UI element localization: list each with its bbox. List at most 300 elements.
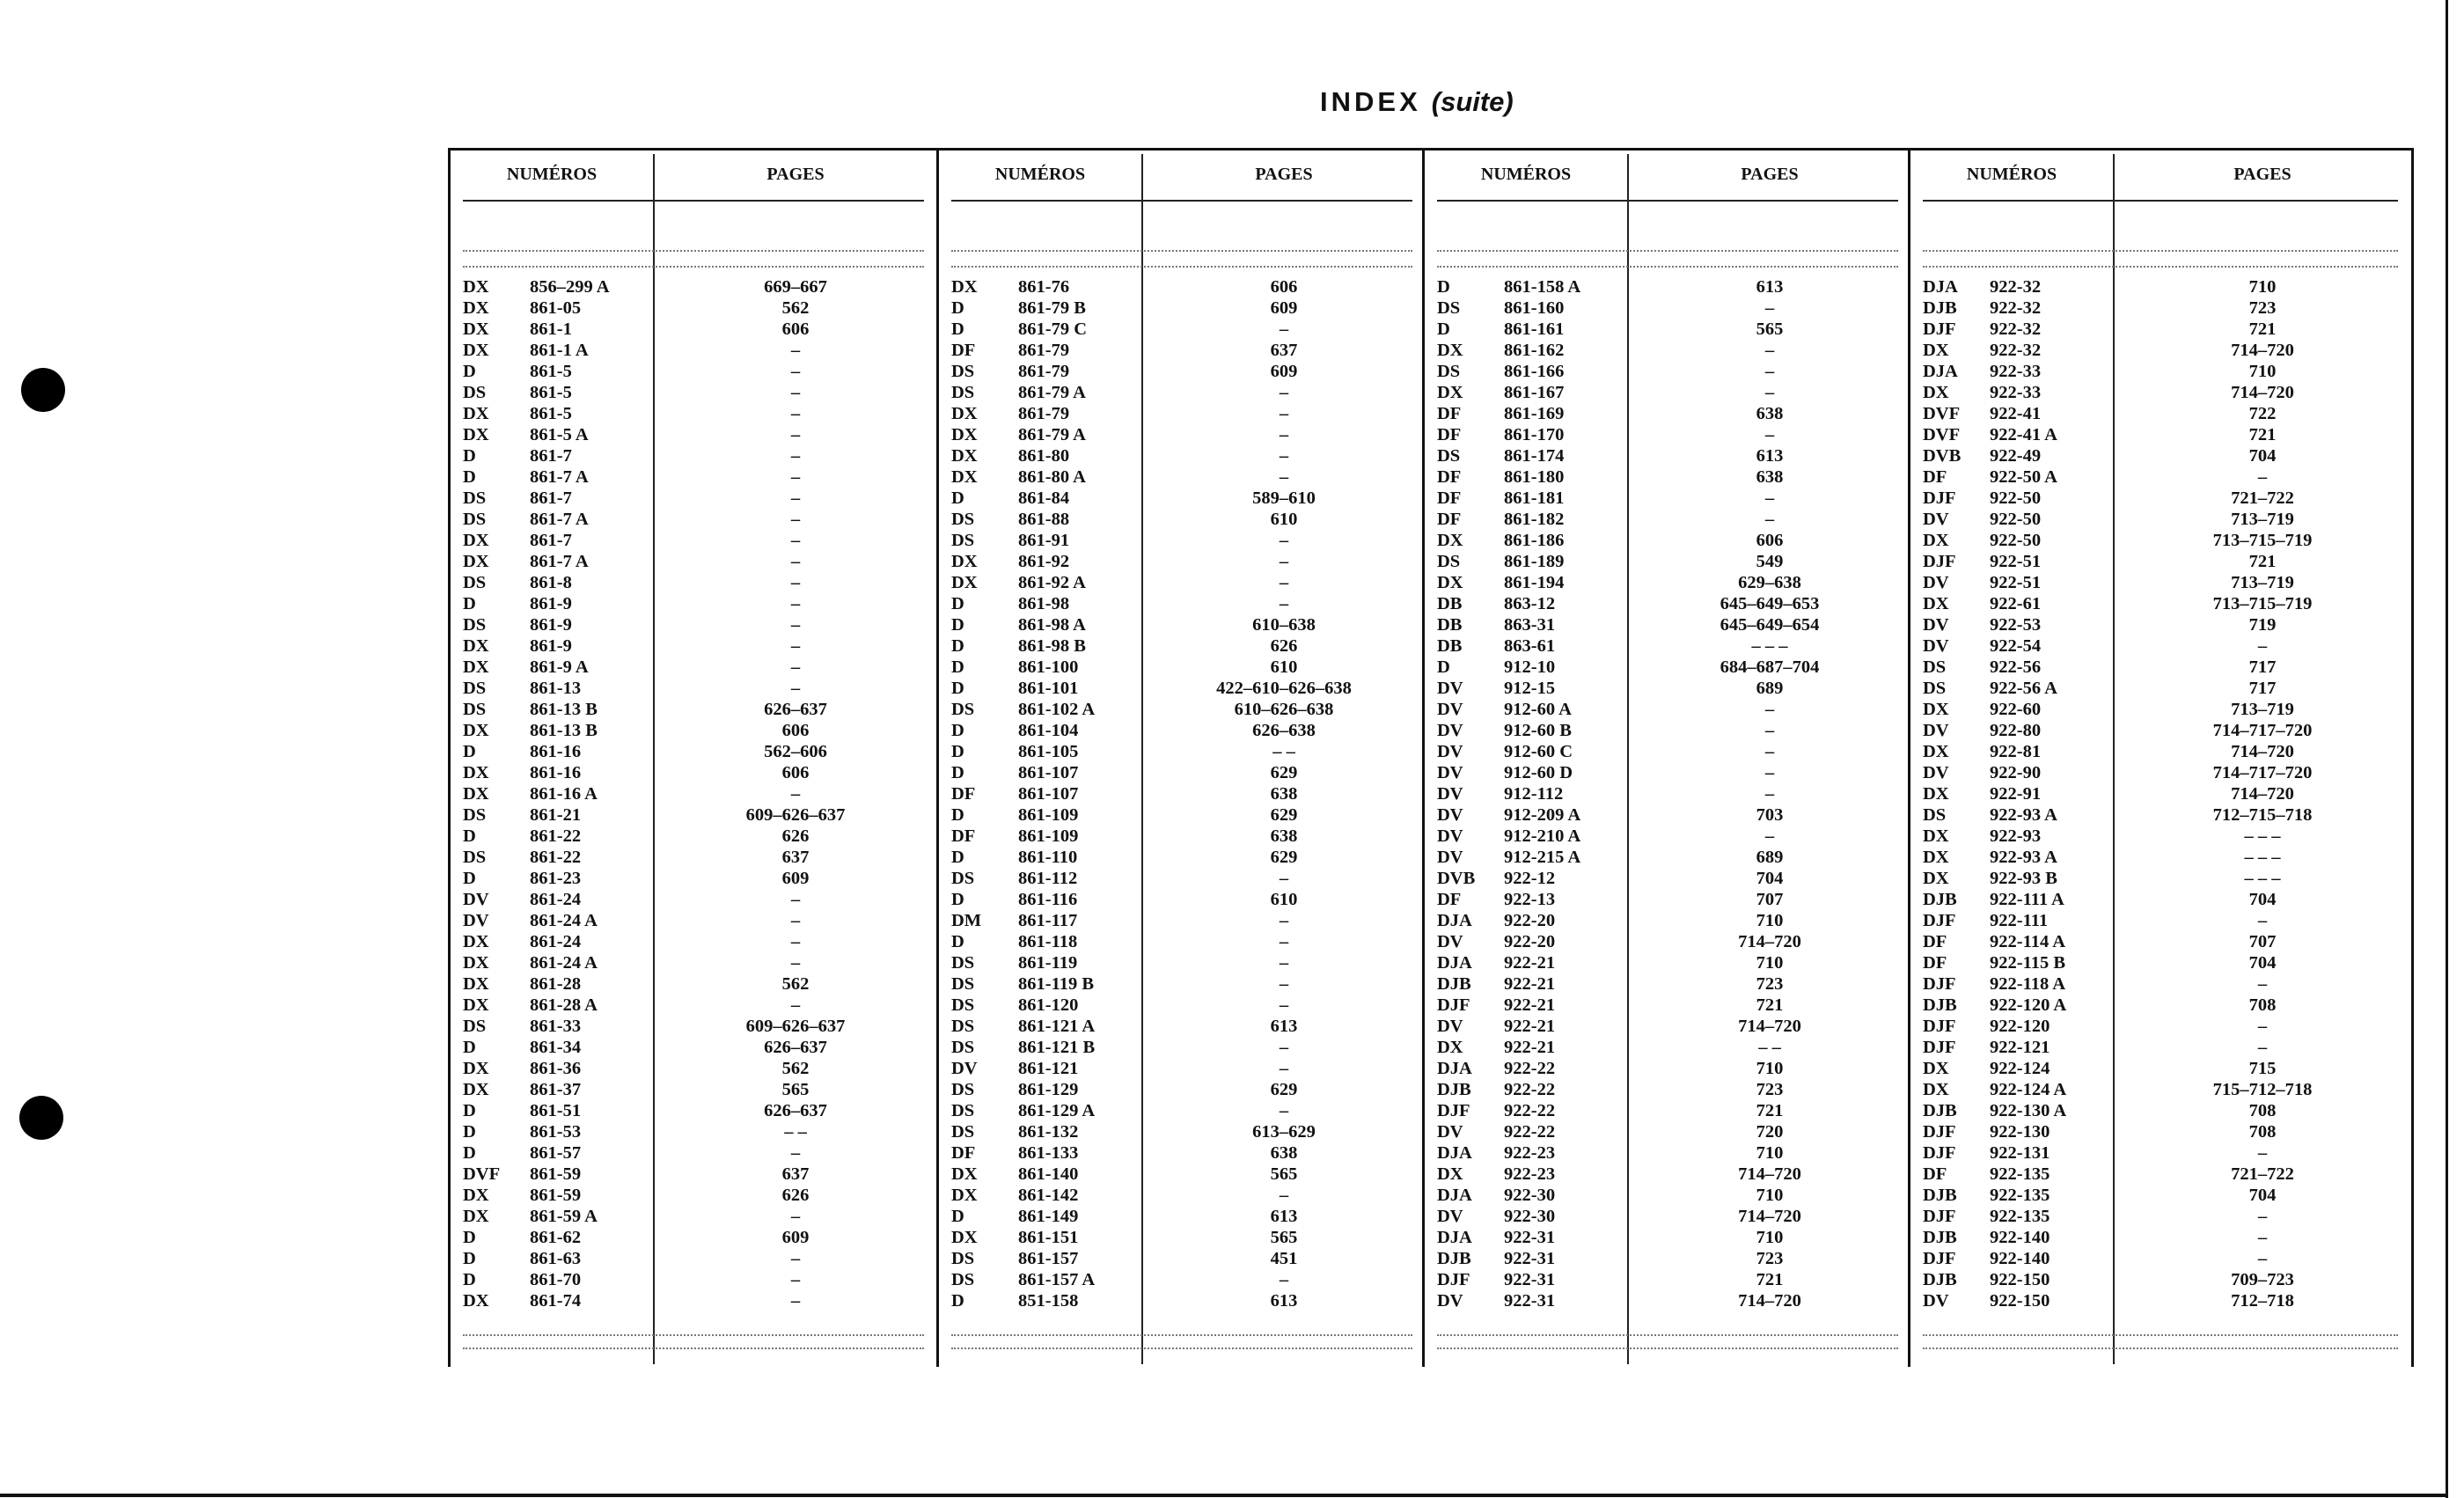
row-number: 861-110 bbox=[1018, 848, 1078, 867]
index-row bbox=[1425, 340, 1910, 361]
row-prefix: DJB bbox=[1923, 1186, 1957, 1205]
index-row bbox=[939, 445, 1425, 466]
row-number: 922-12 bbox=[1504, 869, 1556, 888]
row-number: 861-149 bbox=[1018, 1207, 1079, 1226]
index-block-4 bbox=[1908, 151, 2410, 1367]
row-prefix: D bbox=[463, 1270, 476, 1289]
row-pages: 610 bbox=[1270, 510, 1298, 529]
row-number: 922-31 bbox=[1504, 1228, 1556, 1247]
block-header bbox=[1425, 151, 1910, 202]
row-prefix: DX bbox=[951, 425, 978, 444]
row-pages: 713–715–719 bbox=[2212, 594, 2313, 613]
header-pages: PAGES bbox=[2233, 165, 2292, 184]
row-number: 861-21 bbox=[530, 805, 582, 825]
row-pages: – bbox=[790, 911, 801, 930]
row-number: 861-98 bbox=[1018, 594, 1070, 613]
index-row bbox=[1910, 1079, 2410, 1100]
row-number: 922-50 bbox=[1990, 510, 2042, 529]
index-row bbox=[451, 952, 936, 973]
index-row bbox=[1910, 995, 2410, 1016]
row-prefix: DJB bbox=[1923, 1270, 1957, 1289]
row-prefix: DV bbox=[1437, 784, 1463, 804]
row-pages: 609 bbox=[1270, 298, 1298, 318]
row-pages: 723 bbox=[1756, 974, 1784, 994]
row-pages: – bbox=[2257, 1143, 2268, 1163]
row-number: 861-79 B bbox=[1018, 298, 1086, 318]
row-prefix: DX bbox=[1923, 742, 1949, 761]
row-prefix: DX bbox=[463, 404, 489, 423]
row-pages: 609 bbox=[781, 1228, 810, 1247]
row-number: 861-91 bbox=[1018, 531, 1070, 550]
index-row bbox=[1910, 868, 2410, 889]
row-pages: – bbox=[790, 1143, 801, 1163]
row-prefix: D bbox=[463, 1143, 476, 1163]
row-pages: 704 bbox=[1756, 869, 1784, 888]
index-row bbox=[939, 952, 1425, 973]
index-row bbox=[1910, 889, 2410, 910]
row-prefix: D bbox=[463, 1038, 476, 1057]
index-row bbox=[1910, 952, 2410, 973]
row-number: 861-80 A bbox=[1018, 467, 1086, 487]
row-pages: – bbox=[790, 531, 801, 550]
index-row bbox=[1910, 741, 2410, 762]
index-row bbox=[1425, 635, 1910, 657]
index-row bbox=[451, 1227, 936, 1248]
row-number: 861-5 bbox=[530, 383, 572, 402]
index-row bbox=[451, 720, 936, 741]
index-row bbox=[939, 340, 1425, 361]
row-prefix: DV bbox=[1923, 763, 1949, 782]
index-row bbox=[1910, 466, 2410, 488]
index-row bbox=[1910, 678, 2410, 699]
index-row bbox=[1910, 1206, 2410, 1227]
row-prefix: D bbox=[951, 721, 964, 740]
index-row bbox=[1425, 297, 1910, 319]
row-prefix: DS bbox=[463, 805, 487, 825]
row-pages: – – – bbox=[2244, 869, 2281, 888]
index-row bbox=[451, 910, 936, 931]
row-number: 861-121 bbox=[1018, 1059, 1079, 1078]
row-prefix: DS bbox=[951, 1038, 975, 1057]
index-row bbox=[451, 741, 936, 762]
page-edge-bottom bbox=[0, 1494, 2448, 1497]
row-number: 922-22 bbox=[1504, 1101, 1556, 1120]
row-number: 912-210 A bbox=[1504, 826, 1581, 846]
index-row bbox=[1425, 1100, 1910, 1121]
row-pages: 684–687–704 bbox=[1720, 657, 1820, 677]
dotted-rule-bottom-1 bbox=[463, 1334, 924, 1336]
row-prefix: DX bbox=[463, 425, 489, 444]
row-pages: 708 bbox=[2248, 995, 2277, 1015]
row-pages: – bbox=[1764, 425, 1775, 444]
row-prefix: DS bbox=[951, 510, 975, 529]
row-pages: – – – bbox=[1751, 636, 1788, 656]
row-prefix: DV bbox=[1923, 636, 1949, 656]
row-pages: 708 bbox=[2248, 1101, 2277, 1120]
row-pages: 613 bbox=[1270, 1291, 1298, 1311]
row-prefix: D bbox=[463, 1101, 476, 1120]
row-pages: 606 bbox=[781, 763, 810, 782]
row-number: 922-140 bbox=[1990, 1249, 2050, 1268]
index-row bbox=[451, 847, 936, 868]
row-pages: 710 bbox=[1756, 1186, 1784, 1205]
row-pages: 626 bbox=[781, 826, 810, 846]
row-prefix: D bbox=[1437, 657, 1450, 677]
index-row bbox=[1425, 1164, 1910, 1185]
row-prefix: DJB bbox=[1923, 298, 1957, 318]
row-number: 861-9 A bbox=[530, 657, 589, 677]
row-pages: – bbox=[1764, 488, 1775, 508]
row-prefix: D bbox=[951, 319, 964, 339]
row-pages: 565 bbox=[781, 1080, 810, 1099]
row-number: 861-59 bbox=[530, 1164, 582, 1184]
index-row bbox=[1910, 509, 2410, 530]
index-row bbox=[939, 1164, 1425, 1185]
index-row bbox=[939, 699, 1425, 720]
row-number: 861-9 bbox=[530, 615, 572, 635]
row-prefix: DS bbox=[951, 1101, 975, 1120]
index-row bbox=[939, 361, 1425, 382]
row-prefix: DVF bbox=[463, 1164, 501, 1184]
block-header bbox=[939, 151, 1425, 202]
row-prefix: DS bbox=[1437, 446, 1461, 466]
row-prefix: DS bbox=[951, 1080, 975, 1099]
row-number: 861-79 A bbox=[1018, 425, 1086, 444]
row-pages: 714–717–720 bbox=[2212, 721, 2313, 740]
index-row bbox=[1425, 1079, 1910, 1100]
index-row bbox=[1910, 1227, 2410, 1248]
row-prefix: DX bbox=[463, 721, 489, 740]
row-pages: 713–715–719 bbox=[2212, 531, 2313, 550]
row-number: 861-120 bbox=[1018, 995, 1079, 1015]
row-prefix: DX bbox=[463, 953, 489, 973]
row-number: 922-130 A bbox=[1990, 1101, 2067, 1120]
index-row bbox=[1425, 1290, 1910, 1311]
row-number: 922-33 bbox=[1990, 383, 2042, 402]
row-number: 922-118 A bbox=[1990, 974, 2065, 994]
row-prefix: D bbox=[951, 742, 964, 761]
row-number: 861-132 bbox=[1018, 1122, 1079, 1142]
index-row bbox=[1910, 847, 2410, 868]
row-pages: – bbox=[790, 467, 801, 487]
row-pages: 719 bbox=[2248, 615, 2277, 635]
row-pages: – bbox=[1279, 953, 1289, 973]
row-pages: – bbox=[790, 362, 801, 381]
row-prefix: DS bbox=[1437, 362, 1461, 381]
row-pages: – – bbox=[784, 1122, 807, 1142]
row-number: 922-49 bbox=[1990, 446, 2042, 466]
index-row bbox=[451, 1248, 936, 1269]
row-pages: 714–720 bbox=[1738, 1164, 1801, 1184]
row-prefix: D bbox=[951, 805, 964, 825]
row-prefix: DV bbox=[1923, 1291, 1949, 1311]
row-prefix: D bbox=[463, 826, 476, 846]
row-number: 861-63 bbox=[530, 1249, 582, 1268]
index-row bbox=[939, 657, 1425, 678]
row-number: 922-22 bbox=[1504, 1059, 1556, 1078]
index-block-2 bbox=[936, 151, 1425, 1367]
index-row bbox=[451, 931, 936, 952]
row-pages: – bbox=[790, 1249, 801, 1268]
row-prefix: DF bbox=[1437, 890, 1462, 909]
index-row bbox=[451, 297, 936, 319]
row-prefix: DV bbox=[1437, 700, 1463, 719]
row-number: 922-41 A bbox=[1990, 425, 2057, 444]
row-prefix: D bbox=[951, 1291, 964, 1311]
index-row bbox=[451, 1142, 936, 1164]
index-row bbox=[451, 1290, 936, 1311]
row-pages: 712–718 bbox=[2231, 1291, 2294, 1311]
row-pages: – bbox=[1279, 911, 1289, 930]
row-prefix: DX bbox=[463, 1207, 489, 1226]
index-row bbox=[939, 530, 1425, 551]
row-prefix: DS bbox=[463, 383, 487, 402]
row-number: 922-114 A bbox=[1990, 932, 2065, 951]
index-row bbox=[1910, 1248, 2410, 1269]
index-row bbox=[1910, 1016, 2410, 1037]
index-row bbox=[1910, 783, 2410, 804]
row-pages: 723 bbox=[1756, 1080, 1784, 1099]
row-number: 922-124 bbox=[1990, 1059, 2050, 1078]
row-number: 861-119 B bbox=[1018, 974, 1094, 994]
row-number: 922-93 A bbox=[1990, 848, 2057, 867]
row-pages: 689 bbox=[1756, 848, 1784, 867]
index-row bbox=[939, 403, 1425, 424]
index-row bbox=[939, 1016, 1425, 1037]
index-row bbox=[1910, 361, 2410, 382]
row-pages: – bbox=[1279, 1038, 1289, 1057]
row-prefix: DJF bbox=[1923, 319, 1956, 339]
row-pages: – bbox=[790, 932, 801, 951]
row-pages: – bbox=[1764, 784, 1775, 804]
row-number: 922-22 bbox=[1504, 1080, 1556, 1099]
index-row bbox=[1910, 319, 2410, 340]
row-pages: 714–720 bbox=[1738, 1017, 1801, 1036]
row-number: 922-90 bbox=[1990, 763, 2042, 782]
row-number: 912-209 A bbox=[1504, 805, 1581, 825]
index-row bbox=[1910, 1037, 2410, 1058]
row-pages: – bbox=[2257, 636, 2268, 656]
row-pages: – bbox=[2257, 911, 2268, 930]
index-row bbox=[451, 572, 936, 593]
header-rule bbox=[463, 200, 924, 202]
index-row bbox=[1425, 910, 1910, 931]
row-pages: 721 bbox=[1756, 995, 1784, 1015]
row-number: 861-133 bbox=[1018, 1143, 1079, 1163]
row-number: 861-166 bbox=[1504, 362, 1565, 381]
row-pages: 613 bbox=[1270, 1017, 1298, 1036]
index-row bbox=[451, 1037, 936, 1058]
row-prefix: D bbox=[951, 594, 964, 613]
index-row bbox=[451, 804, 936, 826]
row-prefix: DX bbox=[463, 636, 489, 656]
row-number: 922-32 bbox=[1990, 277, 2042, 297]
row-number: 922-23 bbox=[1504, 1164, 1556, 1184]
row-prefix: DJF bbox=[1923, 552, 1956, 571]
row-pages: – bbox=[790, 995, 801, 1015]
row-pages: – bbox=[1764, 700, 1775, 719]
row-pages: 613 bbox=[1270, 1207, 1298, 1226]
row-prefix: DV bbox=[1437, 1207, 1463, 1226]
row-pages: – bbox=[1279, 1270, 1289, 1289]
row-number: 861-79 bbox=[1018, 362, 1070, 381]
row-pages: 606 bbox=[1270, 277, 1298, 297]
row-prefix: DX bbox=[463, 552, 489, 571]
row-pages: 613–629 bbox=[1252, 1122, 1316, 1142]
row-number: 861-88 bbox=[1018, 510, 1070, 529]
row-pages: 638 bbox=[1756, 404, 1784, 423]
index-row bbox=[939, 762, 1425, 783]
row-number: 861-13 B bbox=[530, 721, 598, 740]
row-prefix: DX bbox=[463, 1059, 489, 1078]
row-prefix: DS bbox=[463, 573, 487, 592]
row-pages: – bbox=[1279, 1101, 1289, 1120]
row-prefix: DJF bbox=[1923, 488, 1956, 508]
row-number: 922-21 bbox=[1504, 974, 1556, 994]
row-pages: – bbox=[2257, 974, 2268, 994]
row-prefix: D bbox=[1437, 277, 1450, 297]
row-pages: 589–610 bbox=[1252, 488, 1316, 508]
row-number: 861-13 bbox=[530, 679, 582, 698]
row-prefix: DJA bbox=[1923, 277, 1958, 297]
row-number: 861-182 bbox=[1504, 510, 1565, 529]
index-row bbox=[451, 488, 936, 509]
row-pages: 610–626–638 bbox=[1234, 700, 1334, 719]
index-row bbox=[1425, 572, 1910, 593]
index-row bbox=[1910, 340, 2410, 361]
row-prefix: DX bbox=[951, 1228, 978, 1247]
row-pages: – bbox=[790, 636, 801, 656]
index-row bbox=[1425, 1142, 1910, 1164]
row-pages: – bbox=[790, 1291, 801, 1311]
row-prefix: DJA bbox=[1437, 1228, 1472, 1247]
row-number: 922-131 bbox=[1990, 1143, 2050, 1163]
row-pages: – bbox=[1764, 721, 1775, 740]
row-number: 861-118 bbox=[1018, 932, 1078, 951]
row-number: 861-180 bbox=[1504, 467, 1565, 487]
row-number: 861-24 bbox=[530, 932, 582, 951]
index-row bbox=[451, 826, 936, 847]
row-number: 922-80 bbox=[1990, 721, 2042, 740]
row-prefix: DJF bbox=[1923, 974, 1956, 994]
index-block-3 bbox=[1422, 151, 1910, 1367]
row-prefix: DS bbox=[1437, 298, 1461, 318]
index-row bbox=[1910, 973, 2410, 995]
index-row bbox=[451, 699, 936, 720]
row-prefix: DF bbox=[1437, 510, 1462, 529]
index-row bbox=[1910, 720, 2410, 741]
row-pages: – bbox=[790, 615, 801, 635]
row-number: 922-13 bbox=[1504, 890, 1556, 909]
row-prefix: DV bbox=[1437, 1122, 1463, 1142]
row-prefix: D bbox=[951, 615, 964, 635]
row-number: 861-22 bbox=[530, 826, 582, 846]
row-prefix: DB bbox=[1437, 615, 1463, 635]
row-pages: 565 bbox=[1270, 1164, 1298, 1184]
row-pages: 638 bbox=[1270, 784, 1298, 804]
index-row bbox=[939, 1227, 1425, 1248]
row-pages: 707 bbox=[2248, 932, 2277, 951]
row-pages: 638 bbox=[1270, 1143, 1298, 1163]
row-number: 861-92 bbox=[1018, 552, 1070, 571]
row-prefix: DS bbox=[463, 615, 487, 635]
index-row bbox=[1910, 488, 2410, 509]
index-row bbox=[1910, 382, 2410, 403]
row-number: 922-120 A bbox=[1990, 995, 2067, 1015]
row-prefix: DV bbox=[1437, 742, 1463, 761]
row-prefix: DX bbox=[463, 319, 489, 339]
rows bbox=[1910, 276, 2410, 1311]
row-number: 861-109 bbox=[1018, 826, 1079, 846]
index-row bbox=[1425, 509, 1910, 530]
index-row bbox=[1425, 403, 1910, 424]
row-number: 861-112 bbox=[1018, 869, 1078, 888]
dotted-rule-top-1 bbox=[1923, 250, 2398, 252]
row-number: 922-115 B bbox=[1990, 953, 2065, 973]
row-pages: 613 bbox=[1756, 446, 1784, 466]
row-number: 861-129 bbox=[1018, 1080, 1079, 1099]
row-number: 922-81 bbox=[1990, 742, 2042, 761]
index-row bbox=[451, 783, 936, 804]
row-number: 861-9 bbox=[530, 636, 572, 656]
row-prefix: DX bbox=[951, 446, 978, 466]
binder-hole-bottom bbox=[19, 1096, 63, 1140]
row-pages: – bbox=[790, 679, 801, 698]
row-prefix: DJA bbox=[1437, 1143, 1472, 1163]
row-prefix: DS bbox=[951, 1270, 975, 1289]
row-prefix: DF bbox=[1923, 467, 1947, 487]
row-prefix: DX bbox=[463, 277, 489, 297]
index-row bbox=[1910, 1058, 2410, 1079]
row-number: 922-53 bbox=[1990, 615, 2042, 635]
row-number: 922-150 bbox=[1990, 1291, 2050, 1311]
row-prefix: DF bbox=[1437, 425, 1462, 444]
row-number: 922-31 bbox=[1504, 1270, 1556, 1289]
row-pages: – bbox=[1764, 362, 1775, 381]
row-prefix: DV bbox=[463, 911, 489, 930]
row-number: 912-60 C bbox=[1504, 742, 1573, 761]
row-number: 861-62 bbox=[530, 1228, 582, 1247]
title-suite: (suite) bbox=[1431, 86, 1514, 117]
row-pages: 704 bbox=[2248, 953, 2277, 973]
dotted-rule-bottom-2 bbox=[951, 1347, 1412, 1349]
row-prefix: DS bbox=[951, 531, 975, 550]
row-pages: – bbox=[1279, 594, 1289, 613]
index-row bbox=[1425, 783, 1910, 804]
row-pages: – bbox=[1764, 742, 1775, 761]
index-row bbox=[1910, 804, 2410, 826]
row-prefix: DJF bbox=[1923, 1122, 1956, 1142]
row-number: 861-37 bbox=[530, 1080, 582, 1099]
row-number: 861-79 A bbox=[1018, 383, 1086, 402]
index-row bbox=[451, 1058, 936, 1079]
row-pages: – bbox=[1279, 869, 1289, 888]
index-row bbox=[1910, 593, 2410, 614]
index-row bbox=[1425, 868, 1910, 889]
row-number: 922-111 bbox=[1990, 911, 2049, 930]
row-number: 922-54 bbox=[1990, 636, 2042, 656]
row-number: 861-1 bbox=[530, 319, 572, 339]
row-prefix: D bbox=[951, 1207, 964, 1226]
index-row bbox=[939, 509, 1425, 530]
row-number: 861-186 bbox=[1504, 531, 1565, 550]
row-pages: – bbox=[790, 1207, 801, 1226]
row-number: 861-59 A bbox=[530, 1207, 598, 1226]
index-row bbox=[451, 340, 936, 361]
row-number: 861-181 bbox=[1504, 488, 1565, 508]
row-prefix: DF bbox=[1923, 1164, 1947, 1184]
rows bbox=[1425, 276, 1910, 1311]
